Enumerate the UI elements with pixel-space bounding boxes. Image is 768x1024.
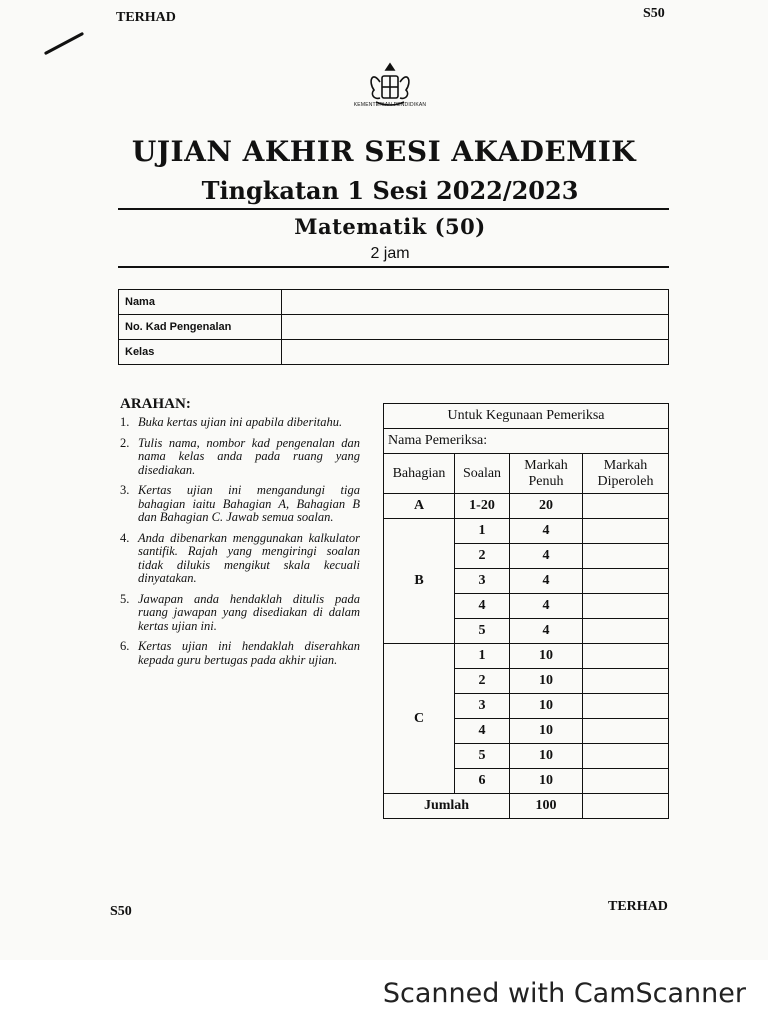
divider-bottom [118, 266, 669, 268]
table-row: 4 4 [384, 594, 669, 619]
score-cell[interactable] [583, 619, 669, 644]
info-row-class [119, 340, 669, 365]
total-label: Jumlah [384, 794, 510, 819]
col-question: Soalan [455, 454, 510, 494]
instruction-item: 2. Tulis nama, nombor kad pengenalan dan nama kelas anda pada ruang yang disediakan. [120, 435, 360, 477]
name-field[interactable] [282, 290, 669, 315]
header-code-label: S50 [643, 6, 665, 21]
examiner-title: Untuk Kegunaan Pemeriksa [384, 404, 669, 429]
score-cell[interactable] [583, 519, 669, 544]
table-row: 3 10 [384, 694, 669, 719]
col-full-marks: Markah Penuh [510, 454, 583, 494]
table-row: 6 10 [384, 769, 669, 794]
instructions-list [120, 416, 360, 674]
footer-restricted-label: TERHAD [608, 899, 668, 914]
pen-mark [44, 32, 84, 55]
total-score-cell[interactable] [583, 794, 669, 819]
camscanner-banner [0, 960, 768, 1024]
ic-field[interactable] [282, 315, 669, 340]
subject-title: Matematik (50) [294, 214, 486, 239]
table-row: 5 10 [384, 744, 669, 769]
score-cell[interactable] [583, 669, 669, 694]
col-section: Bahagian [384, 454, 455, 494]
table-row: C 1 10 [384, 644, 669, 669]
form-session: Tingkatan 1 Sesi 2022/2023 [201, 176, 579, 205]
class-field[interactable] [282, 340, 669, 365]
table-row: A 1-20 20 [384, 494, 669, 519]
score-cell[interactable] [583, 719, 669, 744]
total-row [384, 794, 669, 819]
examiner-table [383, 403, 669, 819]
camscanner-watermark: Scanned with CamScanner [382, 978, 746, 1009]
table-row: 2 10 [384, 669, 669, 694]
table-row: 3 4 [384, 569, 669, 594]
score-cell[interactable] [583, 644, 669, 669]
score-cell[interactable] [583, 544, 669, 569]
table-row: 2 4 [384, 544, 669, 569]
score-cell[interactable] [583, 769, 669, 794]
divider-top [118, 208, 669, 210]
info-row-name [119, 290, 669, 315]
instruction-item: 3. Kertas ujian ini mengandungi tiga bahagian iaitu Bahagian A, Bahagian B dan Bahagian C. Jawab semua soalan. [120, 483, 360, 524]
instructions-heading: ARAHAN: [120, 396, 191, 412]
score-cell[interactable] [583, 694, 669, 719]
score-cell[interactable] [583, 494, 669, 519]
total-marks: 100 [510, 794, 583, 819]
exam-title: UJIAN AKHIR SESI AKADEMIK [131, 135, 637, 168]
col-marks-obtained: Markah Diperoleh [583, 454, 669, 494]
duration: 2 jam [370, 245, 410, 262]
table-row: B 1 4 [384, 519, 669, 544]
instruction-item: 6. Kertas ujian ini hendaklah diserahkan kepada guru bertugas pada akhir ujian. [120, 639, 360, 667]
ic-label: No. Kad Pengenalan [119, 315, 282, 340]
table-row: 4 10 [384, 719, 669, 744]
class-label: Kelas [119, 340, 282, 365]
crest-caption: KEMENTERIAN PENDIDIKAN [353, 102, 427, 108]
instruction-item: 5. Jawapan anda hendaklah ditulis pada ruang jawapan yang disediakan di dalam kertas ujian ini. [120, 591, 360, 633]
instruction-item: 1. Buka kertas ujian ini apabila diberitahu. [120, 415, 343, 429]
examiner-name-label: Nama Pemeriksa: [384, 429, 669, 454]
name-label: Nama [119, 290, 282, 315]
info-row-ic [119, 315, 669, 340]
score-cell[interactable] [583, 569, 669, 594]
table-row: 5 4 [384, 619, 669, 644]
score-cell[interactable] [583, 744, 669, 769]
instruction-item: 4. Anda dibenarkan menggunakan kalkulator santifik. Rajah yang mengiringi soalan tidak dilukis mengikut skala kecuali dinyatakan. [120, 530, 360, 585]
student-info-table [118, 289, 669, 365]
footer-code-label: S50 [110, 904, 132, 919]
score-cell[interactable] [583, 594, 669, 619]
header-restricted-label: TERHAD [116, 10, 176, 25]
